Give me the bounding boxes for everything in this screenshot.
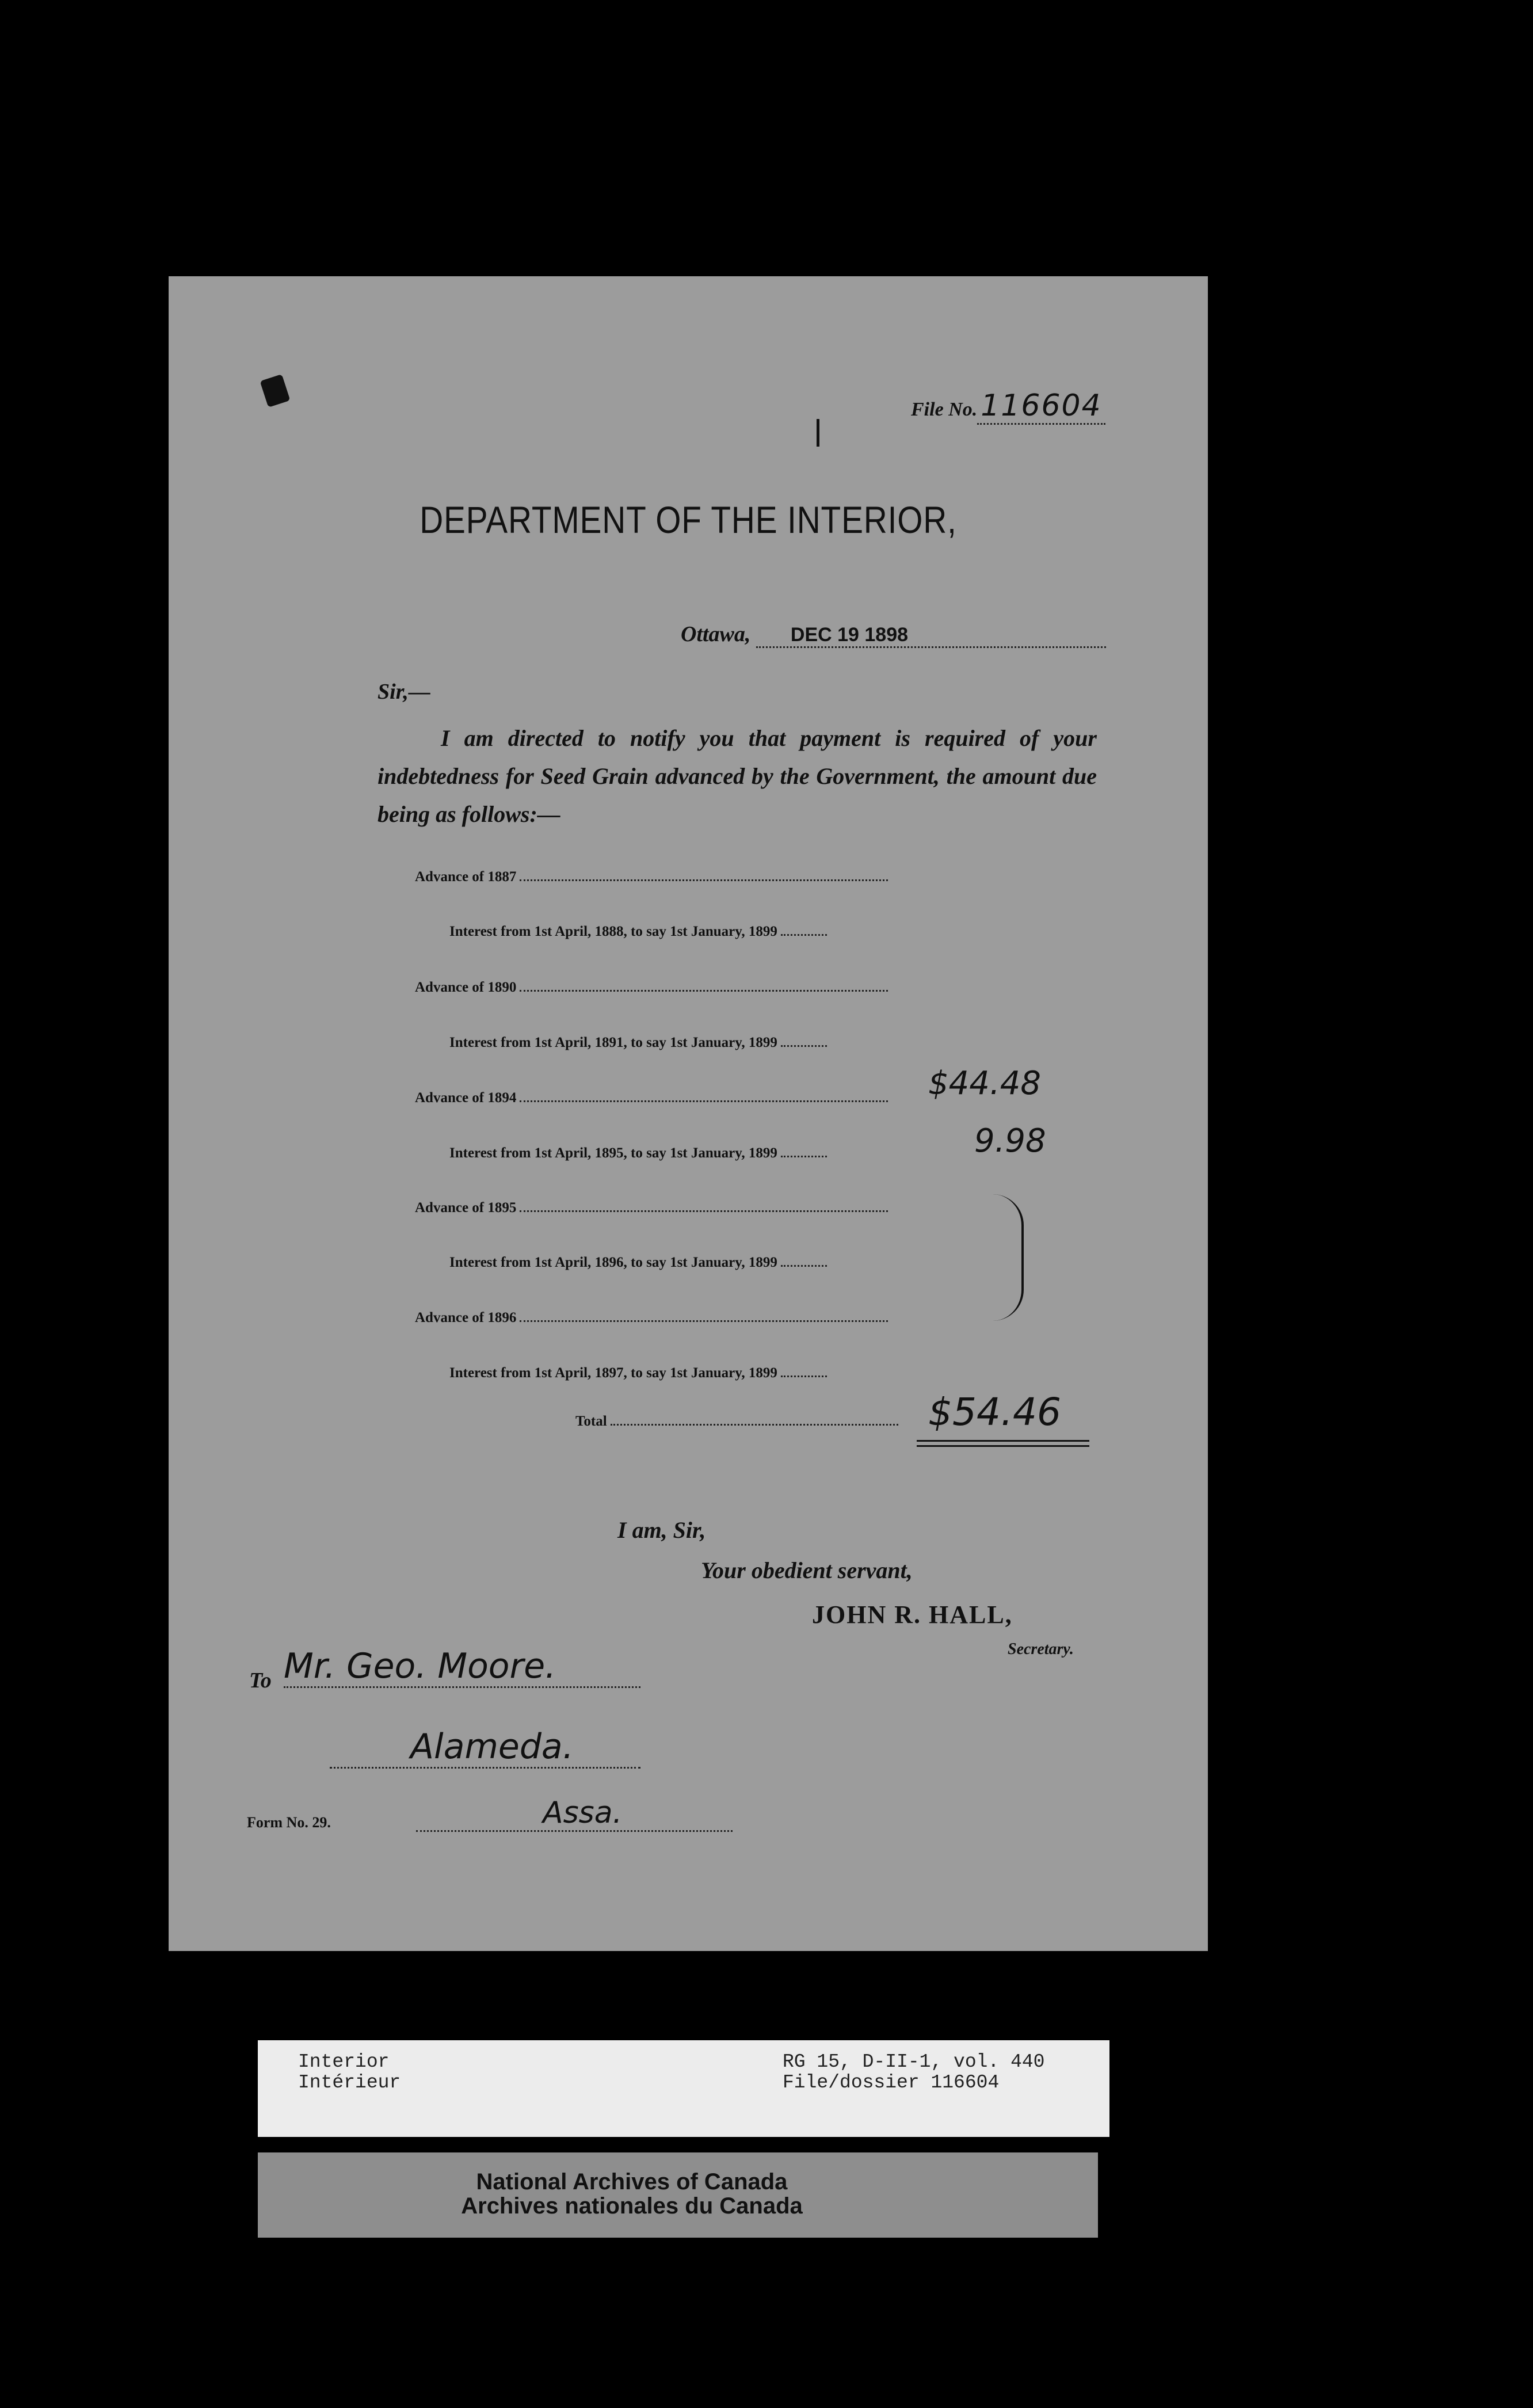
place-label: Ottawa, [681, 622, 751, 646]
form-number: Form No. 29. [247, 1814, 331, 1831]
line-label: Interest from 1st April, 1891, to say 1st January, 1899 [449, 1035, 777, 1050]
line-label: Advance of 1895 [415, 1200, 517, 1216]
file-number-label: File No. [911, 399, 978, 420]
closing-line-2: Your obedient servant, [701, 1557, 913, 1583]
line-label: Advance of 1890 [415, 980, 517, 995]
line-interest-1897 [449, 1365, 827, 1381]
line-interest-1891 [449, 1035, 827, 1051]
banner-line-fr: Archives nationales du Canada [461, 2193, 803, 2219]
amount-interest-1895: 9.98 [974, 1122, 1046, 1160]
ink-blot-mark [260, 374, 291, 407]
line-label: Interest from 1st April, 1888, to say 1st January, 1899 [449, 924, 777, 939]
total-row [575, 1413, 898, 1430]
line-label: Interest from 1st April, 1895, to say 1st January, 1899 [449, 1145, 777, 1161]
line-label: Advance of 1887 [415, 869, 517, 885]
line-advance-1895 [415, 1200, 888, 1216]
line-label: Interest from 1st April, 1897, to say 1st January, 1899 [449, 1365, 777, 1381]
recipient-place: Alameda. [330, 1727, 640, 1769]
date-stamp: DEC 19 1898 [756, 624, 1106, 648]
archive-reference [783, 2052, 1044, 2093]
amount-advance-1894: $44.48 [928, 1065, 1041, 1102]
department-fr: Intérieur [298, 2072, 401, 2093]
line-advance-1890 [415, 980, 888, 996]
to-label: To [249, 1668, 272, 1693]
banner-line-en: National Archives of Canada [476, 2169, 788, 2194]
letter-body: I am directed to notify you that payment is required of your indebtedness for Seed Grain advanced by the Government, the amount due being as follows:— [377, 725, 1097, 827]
reference-number: RG 15, D-II-1, vol. 440 [783, 2051, 1045, 2072]
archive-reference-card [258, 2040, 1109, 2137]
salutation: Sir,— [377, 680, 430, 704]
line-advance-1887 [415, 869, 888, 885]
line-interest-1888 [449, 924, 827, 940]
line-label: Interest from 1st April, 1896, to say 1st January, 1899 [449, 1255, 777, 1270]
line-advance-1894 [415, 1090, 888, 1106]
recipient-name: Mr. Geo. Moore. [284, 1646, 640, 1688]
total-double-rule [917, 1440, 1089, 1447]
line-interest-1895 [449, 1145, 827, 1161]
department-title: DEPARTMENT OF THE INTERIOR, [420, 498, 957, 541]
line-label: Advance of 1896 [415, 1310, 517, 1325]
signer-title: Secretary. [1008, 1640, 1074, 1658]
recipient-region: Assa. [416, 1796, 733, 1832]
ink-stroke-mark [817, 419, 819, 447]
date-line [681, 622, 1095, 648]
document-page [169, 276, 1208, 1951]
file-number [911, 388, 1325, 423]
total-label: Total [575, 1413, 607, 1429]
archive-department [298, 2052, 401, 2093]
line-advance-1896 [415, 1310, 888, 1326]
archive-banner [258, 2152, 1098, 2238]
file-number-value: 116604 [977, 388, 1105, 425]
line-label: Advance of 1894 [415, 1090, 517, 1106]
signer-name: JOHN R. HALL, [812, 1601, 1013, 1629]
department-en: Interior [298, 2051, 390, 2072]
file-reference: File/dossier 116604 [783, 2072, 1000, 2093]
handwritten-brace-mark [993, 1194, 1024, 1321]
line-interest-1896 [449, 1255, 827, 1271]
total-amount: $54.46 [928, 1390, 1061, 1434]
closing-line-1: I am, Sir, [617, 1517, 706, 1543]
